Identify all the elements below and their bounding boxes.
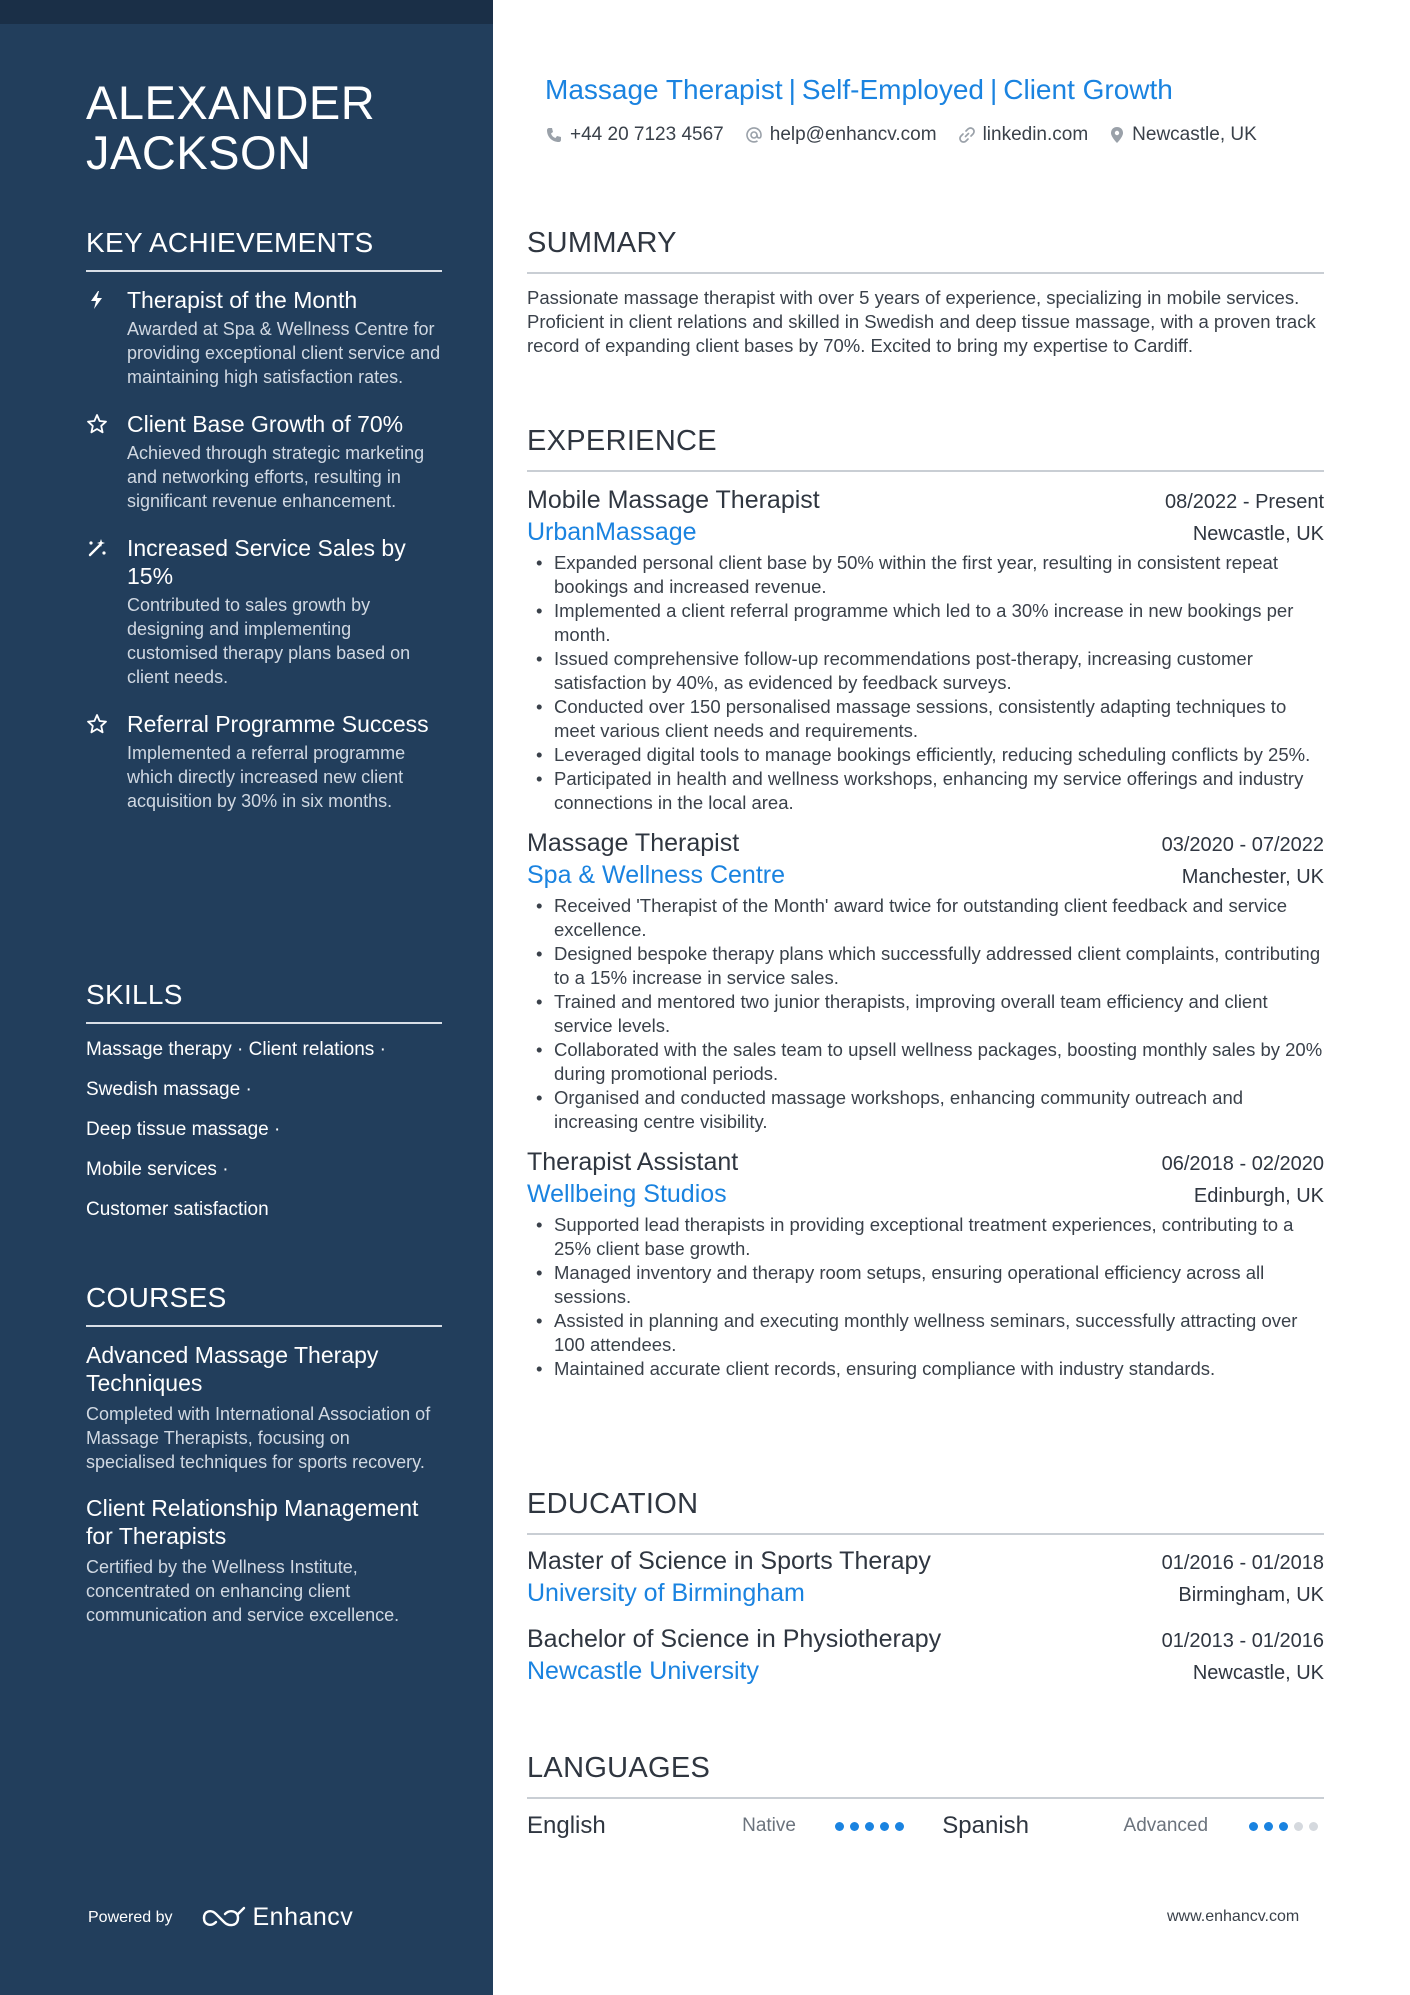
skill-row: Massage therapy · Client relations ·: [86, 1039, 386, 1060]
job-entry: [527, 1146, 1324, 1381]
course-item: [86, 1341, 442, 1474]
job-date: 06/2018 - 02/2020: [1161, 1153, 1324, 1175]
powered-by: [88, 1903, 353, 1932]
job-bullet: • Designed bespoke therapy plans which successfully addressed client complaints, contributing to a 15% increase in service sales.: [527, 942, 1324, 990]
course-title: Advanced Massage Therapy Techniques: [86, 1342, 379, 1396]
job-entry: [527, 484, 1324, 815]
experience-section: [527, 424, 1324, 1381]
job-bullets: [527, 1213, 1324, 1381]
skill-row: Swedish massage ·: [86, 1079, 252, 1100]
school-name: University of Birmingham: [527, 1579, 805, 1607]
contact-bar: [545, 124, 1278, 146]
job-location: Edinburgh, UK: [1193, 1185, 1324, 1207]
job-bullet: • Assisted in planning and executing monthly wellness seminars, successfully attracting over 100 attendees.: [527, 1309, 1324, 1357]
rating-dot-filled: [1279, 1822, 1288, 1831]
job-entry: [527, 827, 1324, 1134]
achievement-desc: Implemented a referral programme which directly increased new client acquisition by 30% in six months.: [127, 743, 406, 811]
job-location: Newcastle, UK: [1192, 523, 1324, 545]
achievement-title: Increased Service Sales by 15%: [127, 535, 406, 589]
language-rating: [835, 1822, 943, 1831]
job-title: Therapist Assistant: [527, 1148, 739, 1176]
job-company: Wellbeing Studios: [527, 1180, 727, 1208]
job-bullet: • Received 'Therapist of the Month' award twice for outstanding client feedback and service excellence.: [527, 894, 1324, 942]
contact-phone[interactable]: [545, 124, 724, 146]
headline-separator: |: [989, 74, 998, 105]
rating-dot-empty: [1294, 1822, 1303, 1831]
job-bullet: • Managed inventory and therapy room setups, ensuring operational efficiency across all sessions.: [527, 1261, 1324, 1309]
achievement-title: Therapist of the Month: [127, 287, 358, 313]
star-icon: [86, 413, 108, 435]
headline-focus: Client Growth: [1003, 74, 1173, 105]
job-bullet: • Implemented a client referral programme which led to a 30% increase in new bookings per month.: [527, 599, 1324, 647]
languages-heading: LANGUAGES: [527, 1751, 1324, 1799]
summary-text: Passionate massage therapist with over 5 years of experience, specializing in mobile services. Proficient in client relations and skilled in Swedish and deep tissue massage, with a proven track record of expanding client bases by 70%. Excited to bring my expertise to Cardiff.: [527, 287, 1316, 356]
achievements-heading: KEY ACHIEVEMENTS: [86, 226, 442, 272]
name-first: ALEXANDER: [86, 76, 376, 129]
job-bullet: • Trained and mentored two junior therapists, improving overall team efficiency and client service levels.: [527, 990, 1324, 1038]
course-title: Client Relationship Management for Therapists: [86, 1495, 419, 1549]
sidebar: [0, 0, 493, 1995]
education-entry: [527, 1623, 1324, 1687]
education-date: 01/2016 - 01/2018: [1161, 1552, 1324, 1574]
job-title: Mobile Massage Therapist: [527, 486, 820, 514]
job-bullets: [527, 551, 1324, 815]
email-text: help@enhancv.com: [769, 124, 937, 145]
contact-email[interactable]: [745, 124, 937, 146]
rating-dot-empty: [1309, 1822, 1318, 1831]
sidebar-top-bar: [0, 0, 493, 24]
school-name: Newcastle University: [527, 1657, 760, 1685]
at-sign-icon: [745, 126, 763, 144]
rating-dot-filled: [835, 1822, 844, 1831]
achievement-desc: Achieved through strategic marketing and networking efforts, resulting in significant revenue enhancement.: [127, 443, 425, 511]
language-level: Advanced: [1123, 1815, 1209, 1836]
job-bullet: • Organised and conducted massage workshops, enhancing community outreach and increasing centre visibility.: [527, 1086, 1324, 1134]
language-level: Native: [742, 1815, 796, 1836]
languages-row: [527, 1809, 1324, 1843]
job-bullet: • Conducted over 150 personalised massage sessions, consistently adapting techniques to meet various client needs and requirements.: [527, 695, 1324, 743]
rating-dot-filled: [1264, 1822, 1273, 1831]
achievement-desc: Awarded at Spa & Wellness Centre for providing exceptional client service and maintaining high satisfaction rates.: [127, 319, 441, 387]
degree-title: Bachelor of Science in Physiotherapy: [527, 1625, 942, 1653]
experience-heading: EXPERIENCE: [527, 424, 1324, 472]
skill-row: Deep tissue massage ·: [86, 1119, 281, 1140]
job-bullet: • Leveraged digital tools to manage bookings efficiently, reducing scheduling conflicts by 25%.: [527, 743, 1324, 767]
courses-section: [86, 1281, 442, 1627]
rating-dot-filled: [1249, 1822, 1258, 1831]
headline-role: Massage Therapist: [545, 74, 783, 105]
courses-heading: COURSES: [86, 1281, 442, 1327]
job-company: UrbanMassage: [527, 518, 697, 546]
achievement-item: [86, 286, 442, 389]
skill-row: Customer satisfaction: [86, 1199, 269, 1220]
skills-heading: SKILLS: [86, 978, 442, 1024]
language-name: English: [527, 1812, 606, 1839]
job-bullet: • Supported lead therapists in providing exceptional treatment experiences, contributing to a 25% client base growth.: [527, 1213, 1324, 1261]
candidate-name: [86, 78, 466, 178]
achievement-desc: Contributed to sales growth by designing and implementing customised therapy plans based on client needs.: [127, 595, 411, 687]
main-content: [527, 0, 1324, 1995]
job-company: Spa & Wellness Centre: [527, 861, 785, 889]
school-location: Newcastle, UK: [1192, 1662, 1324, 1684]
contact-linkedin[interactable]: [958, 124, 1089, 146]
rating-dot-filled: [865, 1822, 874, 1831]
job-bullet: • Participated in health and wellness workshops, enhancing my service offerings and industry connections in the local area.: [527, 767, 1324, 815]
enhancv-logo[interactable]: [201, 1903, 354, 1932]
rating-dot-filled: [895, 1822, 904, 1831]
job-date: 08/2022 - Present: [1165, 491, 1324, 513]
job-date: 03/2020 - 07/2022: [1161, 834, 1324, 856]
job-bullets: [527, 894, 1324, 1134]
skill-row: Mobile services ·: [86, 1159, 229, 1180]
star-icon: [86, 713, 108, 735]
degree-title: Master of Science in Sports Therapy: [527, 1547, 931, 1575]
course-item: [86, 1494, 442, 1627]
rating-dot-filled: [850, 1822, 859, 1831]
headline-status: Self-Employed: [801, 74, 984, 105]
summary-heading: SUMMARY: [527, 226, 1324, 274]
achievement-item: [86, 534, 442, 689]
achievement-item: [86, 710, 442, 813]
contact-location: [1109, 124, 1257, 146]
enhancv-brand: Enhancv: [252, 1903, 354, 1931]
rating-dot-filled: [880, 1822, 889, 1831]
headline: [545, 74, 1173, 106]
lightning-icon: [86, 289, 108, 311]
link-icon: [958, 126, 976, 144]
course-desc: Certified by the Wellness Institute, concentrated on enhancing client communication and service excellence.: [86, 1557, 400, 1625]
job-bullet: • Maintained accurate client records, ensuring compliance with industry standards.: [527, 1357, 1324, 1381]
job-bullet: • Expanded personal client base by 50% within the first year, resulting in consistent repeat bookings and increased revenue.: [527, 551, 1324, 599]
job-bullet: • Collaborated with the sales team to upsell wellness packages, boosting monthly sales by 20% during promotional periods.: [527, 1038, 1324, 1086]
linkedin-text: linkedin.com: [982, 124, 1089, 145]
achievement-title: Referral Programme Success: [127, 711, 429, 737]
phone-text: +44 20 7123 4567: [570, 124, 724, 145]
course-desc: Completed with International Association of Massage Therapists, focusing on specialised techniques for sports recovery.: [86, 1404, 431, 1472]
language-name: Spanish: [942, 1812, 1029, 1839]
summary-section: [527, 226, 1324, 358]
achievements-section: [86, 226, 442, 813]
headline-separator: |: [788, 74, 796, 105]
education-section: [527, 1487, 1324, 1687]
education-entry: [527, 1545, 1324, 1609]
location-pin-icon: [1109, 126, 1125, 144]
education-date: 01/2013 - 01/2016: [1161, 1630, 1324, 1652]
achievement-title: Client Base Growth of 70%: [127, 411, 404, 437]
enhancv-website[interactable]: www.enhancv.com: [1167, 1908, 1300, 1925]
magic-wand-icon: [86, 537, 108, 559]
name-last: JACKSON: [86, 126, 312, 179]
skills-section: [86, 978, 442, 1222]
language-rating: [1249, 1822, 1324, 1831]
phone-icon: [545, 126, 563, 144]
powered-by-label: Powered by: [88, 1908, 173, 1926]
achievement-item: [86, 410, 442, 513]
enhancv-logo-icon: [201, 1905, 247, 1931]
school-location: Birmingham, UK: [1178, 1584, 1324, 1606]
location-text: Newcastle, UK: [1132, 124, 1257, 145]
job-location: Manchester, UK: [1181, 866, 1324, 888]
job-title: Massage Therapist: [527, 829, 740, 857]
languages-section: [527, 1751, 1324, 1843]
education-heading: EDUCATION: [527, 1487, 1324, 1535]
job-bullet: • Issued comprehensive follow-up recommendations post-therapy, increasing customer satisfaction by 40%, as evidenced by feedback surveys.: [527, 647, 1324, 695]
